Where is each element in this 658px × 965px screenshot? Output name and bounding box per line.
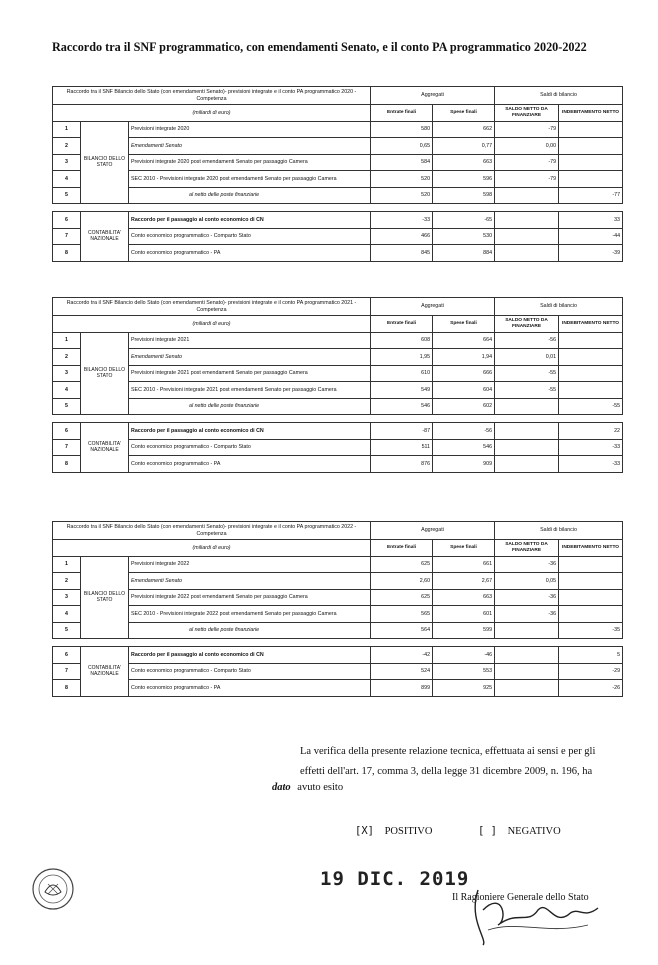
indebitamento-value: -33	[559, 439, 623, 456]
saldo-value	[495, 647, 559, 664]
spese-header: Spese finali	[433, 540, 495, 557]
saldo-value	[495, 423, 559, 440]
esito-line	[272, 782, 343, 793]
saldo-value: -36	[495, 589, 559, 606]
group-label: CONTABILITA' NAZIONALE	[81, 212, 129, 262]
indebitamento-value	[559, 573, 623, 590]
entrate-header: Entrate finali	[371, 105, 433, 122]
row-number: 1	[53, 332, 81, 349]
saldi-header: Saldi di bilancio	[495, 298, 623, 316]
indebitamento-value	[559, 365, 623, 382]
entrate-value: 520	[371, 171, 433, 188]
row-number: 4	[53, 606, 81, 623]
spese-value: -56	[433, 423, 495, 440]
spese-value: 661	[433, 556, 495, 573]
entrate-value: 546	[371, 398, 433, 415]
group-label: CONTABILITA' NAZIONALE	[81, 423, 129, 473]
row-label: Emendamenti Senato	[129, 138, 371, 155]
spese-value: -46	[433, 647, 495, 664]
table-row	[53, 622, 623, 639]
indebitamento-value: -35	[559, 622, 623, 639]
aggregati-header: Aggregati	[371, 298, 495, 316]
row-label: SEC 2010 - Previsioni integrate 2020 post emendamenti Senato per passaggio Camera	[129, 171, 371, 188]
entrate-value: 845	[371, 245, 433, 262]
indebitamento-header: INDEBITAMENTO NETTO	[559, 316, 623, 333]
row-number: 6	[53, 212, 81, 229]
group-label: BILANCIO DELLO STATO	[81, 556, 129, 639]
row-separator	[53, 204, 623, 212]
row-number: 2	[53, 573, 81, 590]
spese-value: 599	[433, 622, 495, 639]
saldo-value: -56	[495, 332, 559, 349]
saldo-netto-header: SALDO NETTO DA FINANZIARE	[495, 105, 559, 122]
indebitamento-header: INDEBITAMENTO NETTO	[559, 540, 623, 557]
spese-value: 664	[433, 332, 495, 349]
spese-value: -65	[433, 212, 495, 229]
table-row	[53, 663, 623, 680]
indebitamento-value	[559, 121, 623, 138]
entrate-value: 2,60	[371, 573, 433, 590]
table-row	[53, 121, 623, 138]
table-2020	[52, 86, 622, 262]
saldo-value	[495, 456, 559, 473]
row-label: Previsioni integrate 2021	[129, 332, 371, 349]
spese-value: 884	[433, 245, 495, 262]
saldo-value	[495, 622, 559, 639]
spese-value: 598	[433, 187, 495, 204]
entrate-value: -33	[371, 212, 433, 229]
verification-statement: La verifica della presente relazione tecnica, effettuata ai sensi e per gli effetti dell'art. 17, comma 3, della legge 31 dicembre 2009, n. 196, ha	[300, 746, 596, 777]
indebitamento-header: INDEBITAMENTO NETTO	[559, 105, 623, 122]
indebitamento-value	[559, 138, 623, 155]
saldo-value: 0,01	[495, 349, 559, 366]
spese-value: 666	[433, 365, 495, 382]
table-row	[53, 245, 623, 262]
saldi-header: Saldi di bilancio	[495, 87, 623, 105]
table-row	[53, 680, 623, 697]
entrate-value: 580	[371, 121, 433, 138]
entrate-header: Entrate finali	[371, 540, 433, 557]
checked-box-icon: [X]	[355, 825, 374, 837]
row-label: Emendamenti Senato	[129, 573, 371, 590]
table-row	[53, 556, 623, 573]
entrate-value: 584	[371, 154, 433, 171]
indebitamento-value	[559, 154, 623, 171]
indebitamento-value: 22	[559, 423, 623, 440]
table-2021	[52, 297, 622, 473]
row-label: al netto delle poste finanziarie	[129, 187, 371, 204]
saldo-value	[495, 398, 559, 415]
row-label: Emendamenti Senato	[129, 349, 371, 366]
handwritten-word: dato	[272, 782, 291, 793]
entrate-value: 608	[371, 332, 433, 349]
row-number: 4	[53, 171, 81, 188]
row-label: Conto economico programmatico - Comparto Stato	[129, 228, 371, 245]
entrate-value: 511	[371, 439, 433, 456]
saldi-header: Saldi di bilancio	[495, 522, 623, 540]
entrate-value: 899	[371, 680, 433, 697]
table-title: Raccordo tra il SNF Bilancio dello Stato (con emendamenti Senato)- previsioni integrate e il conto PA programmatico 2022 - Competenza	[53, 522, 371, 540]
aggregati-header: Aggregati	[371, 522, 495, 540]
table-row	[53, 138, 623, 155]
row-label: Previsioni integrate 2022	[129, 556, 371, 573]
signer-title: Il Ragioniere Generale dello Stato	[452, 892, 589, 903]
table-row	[53, 332, 623, 349]
saldo-value	[495, 663, 559, 680]
saldo-value: -55	[495, 365, 559, 382]
row-label: SEC 2010 - Previsioni integrate 2022 post emendamenti Senato per passaggio Camera	[129, 606, 371, 623]
table-row	[53, 606, 623, 623]
table-row	[53, 171, 623, 188]
table-row	[53, 154, 623, 171]
saldo-netto-header: SALDO NETTO DA FINANZIARE	[495, 540, 559, 557]
unit-label: (miliardi di euro)	[53, 316, 371, 333]
indebitamento-value: -33	[559, 456, 623, 473]
row-number: 6	[53, 423, 81, 440]
indebitamento-value: -29	[559, 663, 623, 680]
row-label: Previsioni integrate 2022 post emendamenti Senato per passaggio Camera	[129, 589, 371, 606]
group-label: BILANCIO DELLO STATO	[81, 332, 129, 415]
saldo-netto-header: SALDO NETTO DA FINANZIARE	[495, 316, 559, 333]
table-row	[53, 212, 623, 229]
row-label: al netto delle poste finanziarie	[129, 622, 371, 639]
row-number: 5	[53, 398, 81, 415]
entrate-value: 520	[371, 187, 433, 204]
row-label: Raccordo per il passaggio al conto economico di CN	[129, 212, 371, 229]
entrate-value: 625	[371, 589, 433, 606]
document-title: Raccordo tra il SNF programmatico, con emendamenti Senato, e il conto PA programmatico 2020-2022	[52, 40, 587, 54]
positivo-label: POSITIVO	[384, 826, 433, 837]
indebitamento-value: -77	[559, 187, 623, 204]
row-label: Conto economico programmatico - PA	[129, 245, 371, 262]
saldo-value	[495, 187, 559, 204]
indebitamento-value: -55	[559, 398, 623, 415]
unchecked-box-icon: [ ]	[478, 825, 497, 837]
entrate-value: 524	[371, 663, 433, 680]
row-number: 7	[53, 228, 81, 245]
entrate-value: -87	[371, 423, 433, 440]
spese-value: 596	[433, 171, 495, 188]
indebitamento-value	[559, 171, 623, 188]
table-title: Raccordo tra il SNF Bilancio dello Stato (con emendamenti Senato)- previsioni integrate e il conto PA programmatico 2021 - Competenza	[53, 298, 371, 316]
spese-value: 663	[433, 589, 495, 606]
entrate-value: 625	[371, 556, 433, 573]
table-title: Raccordo tra il SNF Bilancio dello Stato (con emendamenti Senato)- previsioni integrate e il conto PA programmatico 2020 - Competenza	[53, 87, 371, 105]
spese-value: 602	[433, 398, 495, 415]
reconciliation-table	[52, 297, 623, 473]
spese-value: 909	[433, 456, 495, 473]
row-number: 5	[53, 622, 81, 639]
spese-value: 662	[433, 121, 495, 138]
row-label: Raccordo per il passaggio al conto economico di CN	[129, 423, 371, 440]
saldo-value	[495, 439, 559, 456]
saldo-value: -55	[495, 382, 559, 399]
table-row	[53, 456, 623, 473]
entrate-value: 564	[371, 622, 433, 639]
group-label: CONTABILITA' NAZIONALE	[81, 647, 129, 697]
negativo-option	[478, 825, 561, 837]
row-label: Previsioni integrate 2021 post emendamenti Senato per passaggio Camera	[129, 365, 371, 382]
saldo-value	[495, 245, 559, 262]
saldo-value	[495, 212, 559, 229]
row-number: 1	[53, 121, 81, 138]
table-row	[53, 589, 623, 606]
entrate-value: 876	[371, 456, 433, 473]
row-label: Conto economico programmatico - PA	[129, 680, 371, 697]
official-seal-icon	[30, 866, 76, 912]
reconciliation-table	[52, 86, 623, 262]
saldo-value	[495, 680, 559, 697]
saldo-value: -36	[495, 556, 559, 573]
row-label: Previsioni integrate 2020	[129, 121, 371, 138]
indebitamento-value	[559, 349, 623, 366]
indebitamento-value	[559, 606, 623, 623]
spese-value: 2,67	[433, 573, 495, 590]
row-label: Raccordo per il passaggio al conto economico di CN	[129, 647, 371, 664]
spese-value: 553	[433, 663, 495, 680]
saldo-value: -36	[495, 606, 559, 623]
indebitamento-value	[559, 332, 623, 349]
spese-value: 663	[433, 154, 495, 171]
saldo-value: -79	[495, 171, 559, 188]
table-row	[53, 228, 623, 245]
row-label: Conto economico programmatico - PA	[129, 456, 371, 473]
table-row	[53, 573, 623, 590]
signature-icon	[458, 880, 618, 950]
table-row	[53, 398, 623, 415]
entrate-value: 1,95	[371, 349, 433, 366]
row-number: 3	[53, 365, 81, 382]
indebitamento-value: -26	[559, 680, 623, 697]
row-number: 2	[53, 349, 81, 366]
saldo-value: -79	[495, 121, 559, 138]
spese-value: 1,94	[433, 349, 495, 366]
spese-value: 604	[433, 382, 495, 399]
row-separator	[53, 639, 623, 647]
indebitamento-value: 5	[559, 647, 623, 664]
aggregati-header: Aggregati	[371, 87, 495, 105]
date-stamp: 19 DIC. 2019	[320, 868, 470, 890]
unit-label: (miliardi di euro)	[53, 540, 371, 557]
indebitamento-value: 33	[559, 212, 623, 229]
row-number: 8	[53, 680, 81, 697]
entrate-value: 549	[371, 382, 433, 399]
table-row	[53, 187, 623, 204]
spese-value: 601	[433, 606, 495, 623]
table-row	[53, 423, 623, 440]
row-separator	[53, 415, 623, 423]
table-row	[53, 647, 623, 664]
spese-value: 530	[433, 228, 495, 245]
entrate-value: 466	[371, 228, 433, 245]
row-number: 8	[53, 245, 81, 262]
indebitamento-value: -44	[559, 228, 623, 245]
row-number: 5	[53, 187, 81, 204]
spese-value: 546	[433, 439, 495, 456]
entrate-value: -42	[371, 647, 433, 664]
row-number: 3	[53, 589, 81, 606]
unit-label: (miliardi di euro)	[53, 105, 371, 122]
table-2022	[52, 521, 622, 697]
negativo-label: NEGATIVO	[507, 826, 561, 837]
row-number: 3	[53, 154, 81, 171]
indebitamento-value: -39	[559, 245, 623, 262]
row-label: al netto delle poste finanziarie	[129, 398, 371, 415]
row-label: SEC 2010 - Previsioni integrate 2021 post emendamenti Senato per passaggio Camera	[129, 382, 371, 399]
indebitamento-value	[559, 382, 623, 399]
esito-text: avuto esito	[297, 782, 344, 793]
table-row	[53, 349, 623, 366]
row-number: 2	[53, 138, 81, 155]
indebitamento-value	[559, 589, 623, 606]
indebitamento-value	[559, 556, 623, 573]
saldo-value: -79	[495, 154, 559, 171]
entrate-value: 0,65	[371, 138, 433, 155]
row-label: Conto economico programmatico - Comparto Stato	[129, 439, 371, 456]
entrate-value: 565	[371, 606, 433, 623]
spese-value: 0,77	[433, 138, 495, 155]
row-number: 7	[53, 663, 81, 680]
row-number: 7	[53, 439, 81, 456]
row-number: 4	[53, 382, 81, 399]
reconciliation-table	[52, 521, 623, 697]
saldo-value: 0,05	[495, 573, 559, 590]
positivo-option	[355, 825, 432, 837]
table-row	[53, 382, 623, 399]
entrate-value: 610	[371, 365, 433, 382]
spese-header: Spese finali	[433, 316, 495, 333]
row-label: Conto economico programmatico - Comparto Stato	[129, 663, 371, 680]
saldo-value: 0,00	[495, 138, 559, 155]
saldo-value	[495, 228, 559, 245]
table-row	[53, 365, 623, 382]
spese-value: 925	[433, 680, 495, 697]
entrate-header: Entrate finali	[371, 316, 433, 333]
table-row	[53, 439, 623, 456]
row-label: Previsioni integrate 2020 post emendamenti Senato per passaggio Camera	[129, 154, 371, 171]
row-number: 1	[53, 556, 81, 573]
row-number: 6	[53, 647, 81, 664]
group-label: BILANCIO DELLO STATO	[81, 121, 129, 204]
row-number: 8	[53, 456, 81, 473]
spese-header: Spese finali	[433, 105, 495, 122]
